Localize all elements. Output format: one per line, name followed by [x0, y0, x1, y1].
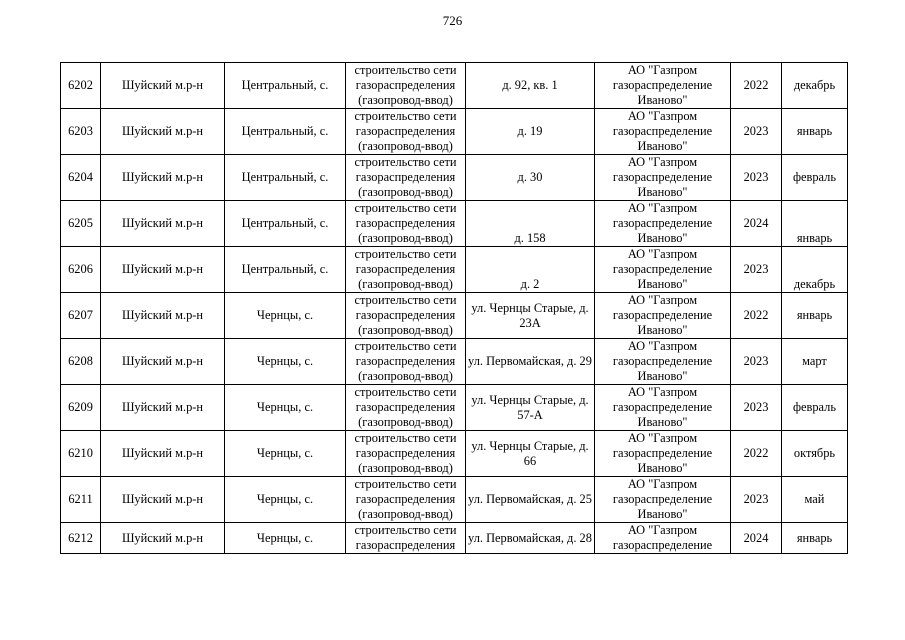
settlement-cell: Центральный, с. — [225, 63, 346, 109]
settlement-cell: Чернцы, с. — [225, 523, 346, 554]
address-cell: ул. Первомайская, д. 29 — [466, 339, 595, 385]
settlement-cell: Чернцы, с. — [225, 477, 346, 523]
row-id: 6210 — [61, 431, 101, 477]
district-cell: Шуйский м.р-н — [101, 63, 225, 109]
organization-cell: АО "Газпром газораспределение Иваново" — [595, 155, 731, 201]
work-type-cell: строительство сети газораспределения — [346, 523, 466, 554]
table-row — [61, 339, 848, 385]
settlement-cell: Центральный, с. — [225, 201, 346, 247]
table-row — [61, 155, 848, 201]
row-id: 6205 — [61, 201, 101, 247]
settlement-cell: Центральный, с. — [225, 109, 346, 155]
row-id: 6207 — [61, 293, 101, 339]
month-cell: январь — [782, 201, 848, 247]
organization-cell: АО "Газпром газораспределение Иваново" — [595, 431, 731, 477]
year-cell: 2023 — [731, 477, 782, 523]
settlement-cell: Чернцы, с. — [225, 431, 346, 477]
table-row — [61, 201, 848, 247]
settlement-cell: Центральный, с. — [225, 247, 346, 293]
table-row — [61, 385, 848, 431]
address-cell: д. 158 — [466, 201, 595, 247]
district-cell: Шуйский м.р-н — [101, 247, 225, 293]
year-cell: 2023 — [731, 155, 782, 201]
row-id: 6206 — [61, 247, 101, 293]
month-cell: январь — [782, 523, 848, 554]
organization-cell: АО "Газпром газораспределение Иваново" — [595, 339, 731, 385]
address-cell: д. 30 — [466, 155, 595, 201]
row-id: 6211 — [61, 477, 101, 523]
table-row — [61, 477, 848, 523]
year-cell: 2024 — [731, 201, 782, 247]
work-type-cell: строительство сети газораспределения (газопровод-ввод) — [346, 247, 466, 293]
address-cell: д. 92, кв. 1 — [466, 63, 595, 109]
address-cell: д. 19 — [466, 109, 595, 155]
year-cell: 2022 — [731, 293, 782, 339]
month-cell: декабрь — [782, 247, 848, 293]
row-id: 6209 — [61, 385, 101, 431]
table-row — [61, 109, 848, 155]
year-cell: 2022 — [731, 431, 782, 477]
organization-cell: АО "Газпром газораспределение — [595, 523, 731, 554]
work-type-cell: строительство сети газораспределения (газопровод-ввод) — [346, 293, 466, 339]
work-type-cell: строительство сети газораспределения (газопровод-ввод) — [346, 339, 466, 385]
month-cell: март — [782, 339, 848, 385]
organization-cell: АО "Газпром газораспределение Иваново" — [595, 477, 731, 523]
district-cell: Шуйский м.р-н — [101, 155, 225, 201]
year-cell: 2023 — [731, 247, 782, 293]
address-cell: ул. Первомайская, д. 28 — [466, 523, 595, 554]
organization-cell: АО "Газпром газораспределение Иваново" — [595, 293, 731, 339]
table-row — [61, 63, 848, 109]
organization-cell: АО "Газпром газораспределение Иваново" — [595, 385, 731, 431]
month-cell: октябрь — [782, 431, 848, 477]
work-type-cell: строительство сети газораспределения (газопровод-ввод) — [346, 109, 466, 155]
settlement-cell: Чернцы, с. — [225, 339, 346, 385]
row-id: 6203 — [61, 109, 101, 155]
settlement-cell: Центральный, с. — [225, 155, 346, 201]
address-cell: ул. Первомайская, д. 25 — [466, 477, 595, 523]
address-cell: ул. Чернцы Старые, д. 57-А — [466, 385, 595, 431]
work-type-cell: строительство сети газораспределения (газопровод-ввод) — [346, 201, 466, 247]
month-cell: февраль — [782, 385, 848, 431]
district-cell: Шуйский м.р-н — [101, 523, 225, 554]
work-type-cell: строительство сети газораспределения (газопровод-ввод) — [346, 385, 466, 431]
organization-cell: АО "Газпром газораспределение Иваново" — [595, 63, 731, 109]
page-number: 726 — [442, 13, 463, 28]
address-cell: ул. Чернцы Старые, д. 66 — [466, 431, 595, 477]
district-cell: Шуйский м.р-н — [101, 431, 225, 477]
year-cell: 2024 — [731, 523, 782, 554]
month-cell: декабрь — [782, 63, 848, 109]
work-type-cell: строительство сети газораспределения (газопровод-ввод) — [346, 431, 466, 477]
month-cell: январь — [782, 109, 848, 155]
table-row — [61, 431, 848, 477]
year-cell: 2023 — [731, 385, 782, 431]
row-id: 6204 — [61, 155, 101, 201]
row-id: 6212 — [61, 523, 101, 554]
month-cell: май — [782, 477, 848, 523]
district-cell: Шуйский м.р-н — [101, 109, 225, 155]
organization-cell: АО "Газпром газораспределение Иваново" — [595, 247, 731, 293]
organization-cell: АО "Газпром газораспределение Иваново" — [595, 109, 731, 155]
table-row — [61, 293, 848, 339]
address-cell: ул. Чернцы Старые, д. 23А — [466, 293, 595, 339]
gas-connection-table — [60, 62, 848, 554]
year-cell: 2022 — [731, 63, 782, 109]
address-cell: д. 2 — [466, 247, 595, 293]
district-cell: Шуйский м.р-н — [101, 201, 225, 247]
row-id: 6202 — [61, 63, 101, 109]
table-row — [61, 247, 848, 293]
row-id: 6208 — [61, 339, 101, 385]
district-cell: Шуйский м.р-н — [101, 339, 225, 385]
work-type-cell: строительство сети газораспределения (газопровод-ввод) — [346, 155, 466, 201]
district-cell: Шуйский м.р-н — [101, 293, 225, 339]
month-cell: февраль — [782, 155, 848, 201]
district-cell: Шуйский м.р-н — [101, 477, 225, 523]
table-row — [61, 523, 848, 554]
organization-cell: АО "Газпром газораспределение Иваново" — [595, 201, 731, 247]
year-cell: 2023 — [731, 109, 782, 155]
work-type-cell: строительство сети газораспределения (газопровод-ввод) — [346, 477, 466, 523]
settlement-cell: Чернцы, с. — [225, 293, 346, 339]
work-type-cell: строительство сети газораспределения (газопровод-ввод) — [346, 63, 466, 109]
settlement-cell: Чернцы, с. — [225, 385, 346, 431]
district-cell: Шуйский м.р-н — [101, 385, 225, 431]
year-cell: 2023 — [731, 339, 782, 385]
month-cell: январь — [782, 293, 848, 339]
